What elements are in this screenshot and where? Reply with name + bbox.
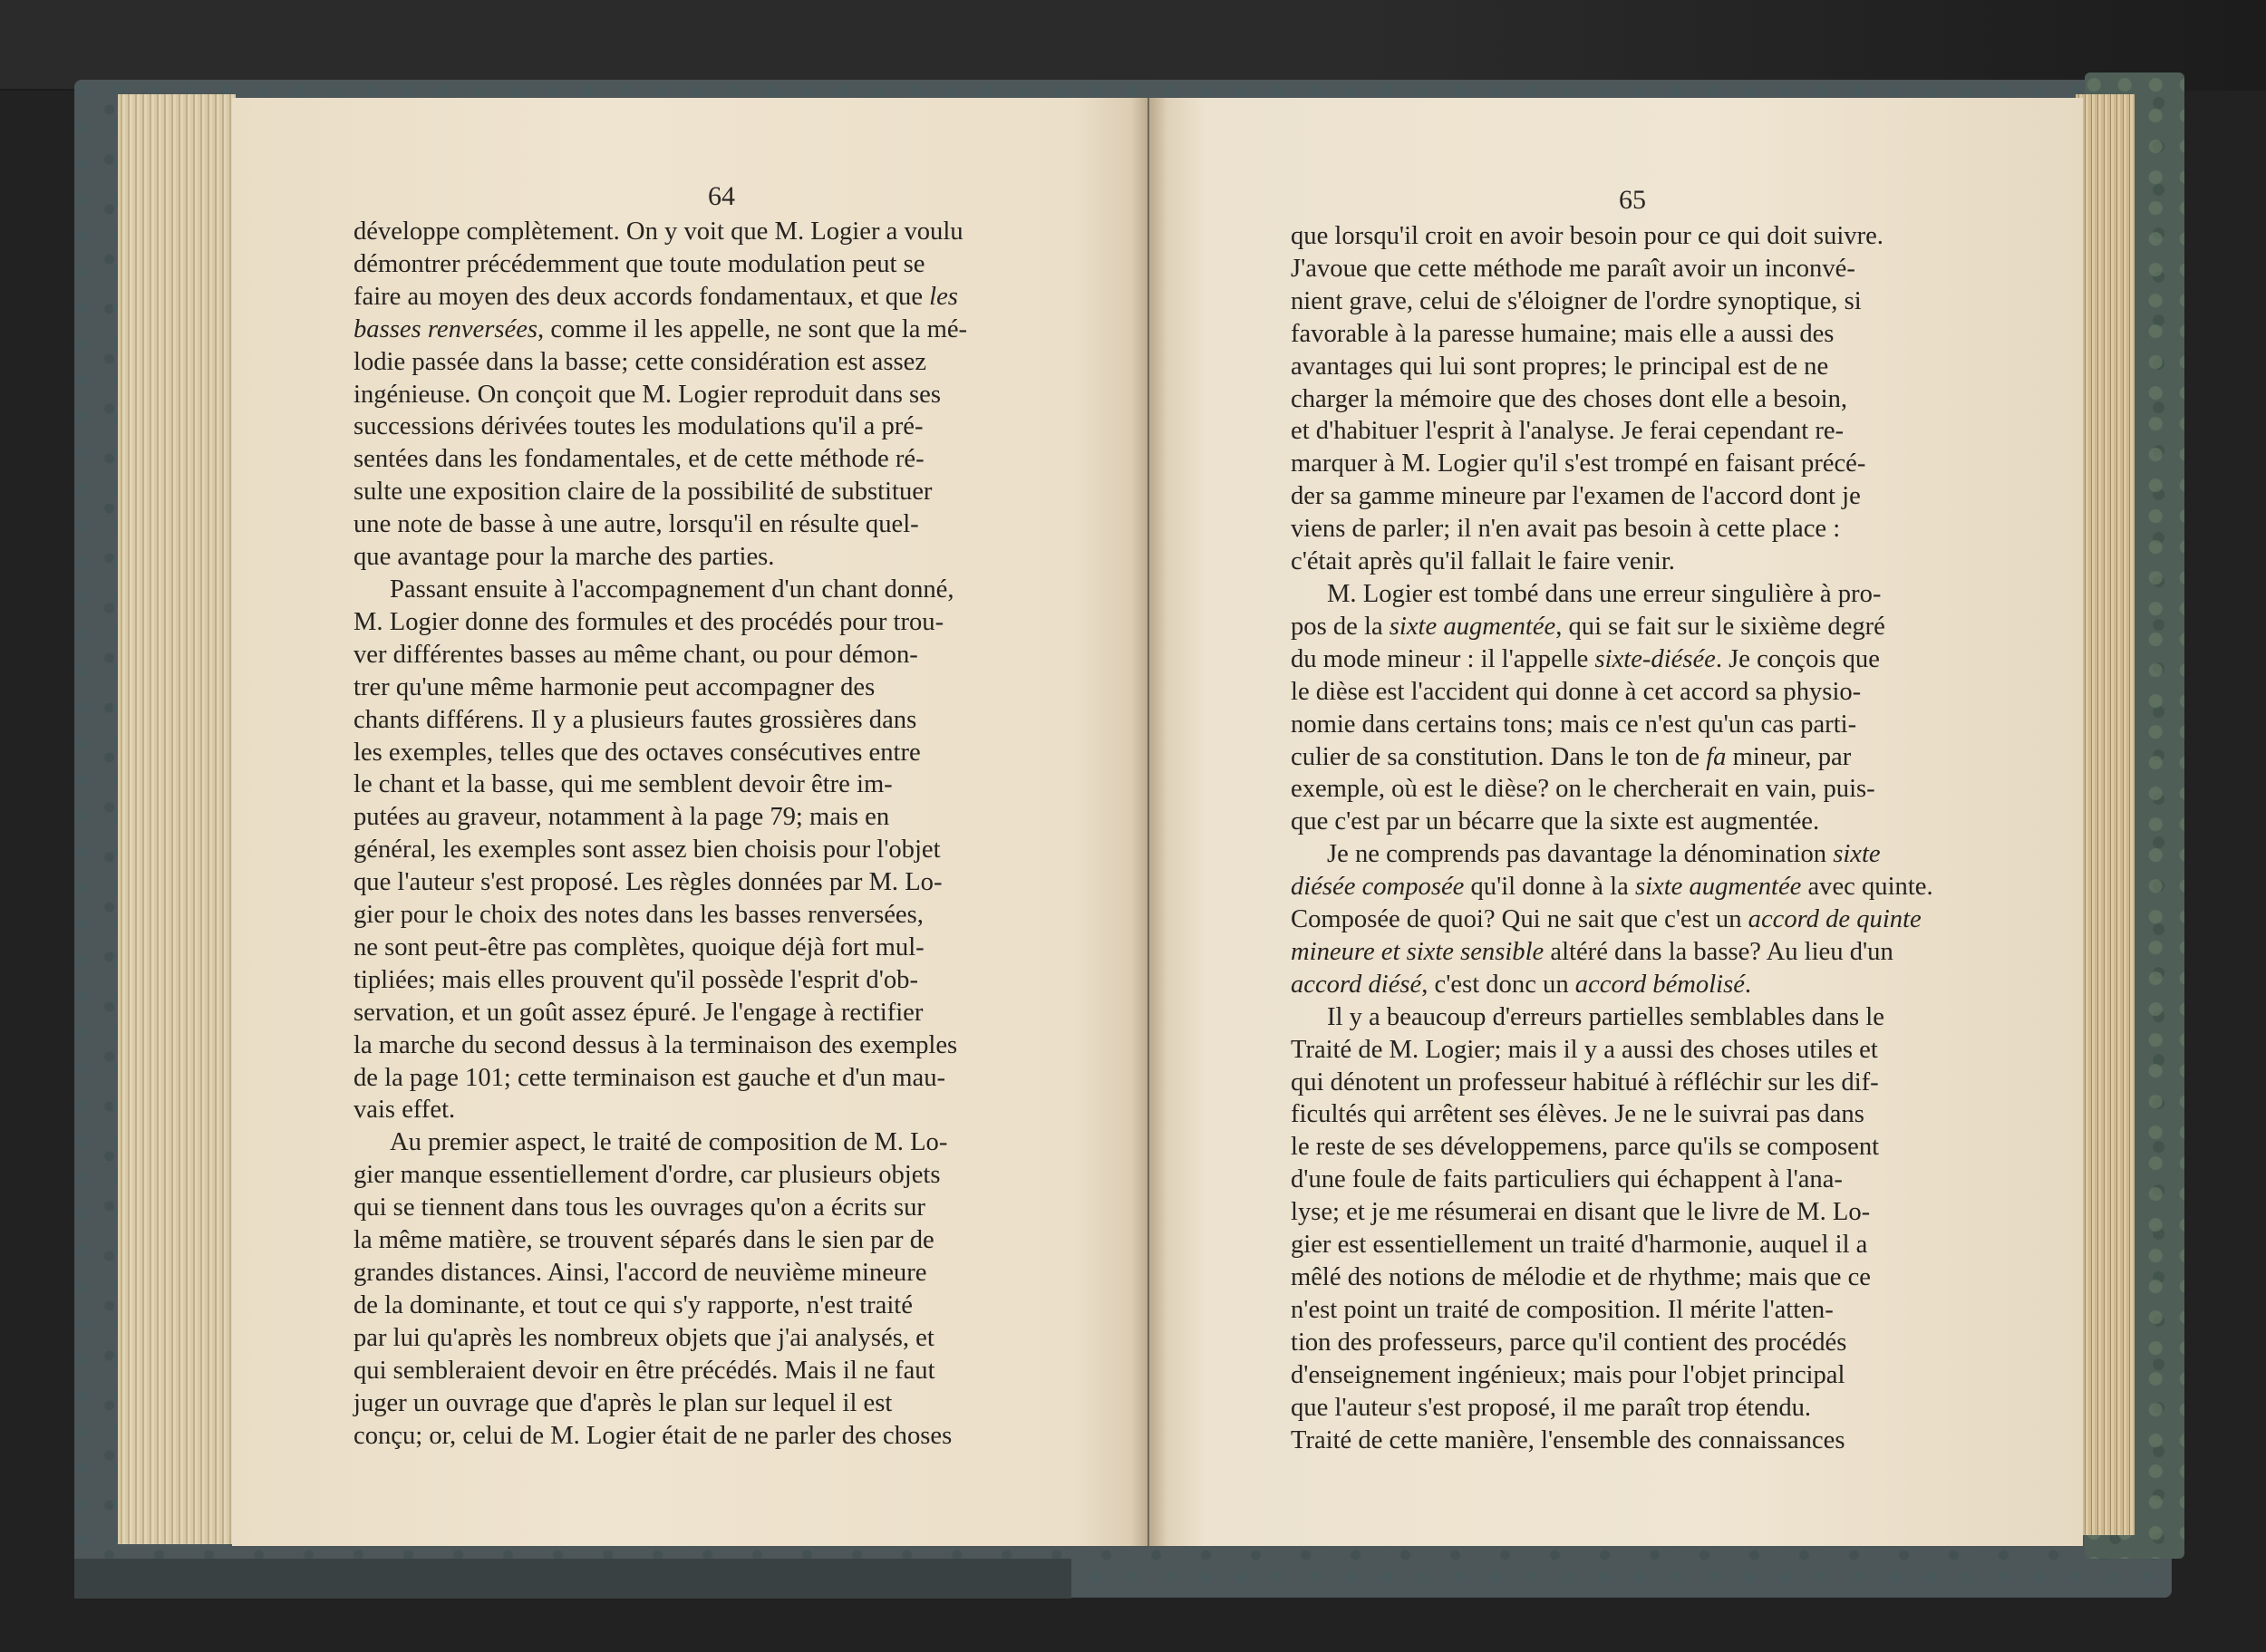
text-line: juger un ouvrage que d'après le plan sur lequel il est bbox=[353, 1388, 893, 1417]
text-line: que avantage pour la marche des parties. bbox=[353, 543, 775, 572]
text-line: ficultés qui arrêtent ses élèves. Je ne le suivrai pas dans bbox=[1291, 1100, 1864, 1129]
text-line: Traité de cette manière, l'ensemble des connaissances bbox=[1291, 1425, 1845, 1454]
text-line: mineure et sixte sensible altéré dans la basse? Au lieu d'un bbox=[1291, 937, 1893, 966]
text-line: tion des professeurs, parce qu'il contient des procédés bbox=[1291, 1328, 1847, 1357]
left-page-text bbox=[353, 216, 1024, 1452]
text-line: nient grave, celui de s'éloigner de l'ordre synoptique, si bbox=[1291, 286, 1862, 315]
text-line: pos de la sixte augmentée, qui se fait sur le sixième degré bbox=[1291, 612, 1885, 641]
right-page bbox=[1149, 98, 2083, 1546]
page-number-left: 64 bbox=[708, 181, 735, 211]
text-line: conçu; or, celui de M. Logier était de ne parler des choses bbox=[353, 1421, 953, 1450]
text-line: le dièse est l'accident qui donne à cet accord sa physio- bbox=[1291, 677, 1862, 706]
text-line: vais effet. bbox=[353, 1096, 456, 1125]
text-line: développe complètement. On y voit que M. Logier a voulu bbox=[353, 217, 964, 246]
text-line: Traité de M. Logier; mais il y a aussi des choses utiles et bbox=[1291, 1035, 1878, 1064]
text-line: Il y a beaucoup d'erreurs partielles semblables dans le bbox=[1327, 1002, 1884, 1031]
text-line: Je ne comprends pas davantage la dénomination sixte bbox=[1327, 840, 1881, 869]
text-line: la marche du second dessus à la terminaison des exemples bbox=[353, 1030, 958, 1059]
book-gutter bbox=[1131, 98, 1167, 1546]
text-line: viens de parler; il n'en avait pas besoin à cette place : bbox=[1291, 515, 1841, 544]
text-line: basses renversées, comme il les appelle, ne sont que la mé- bbox=[353, 314, 968, 343]
text-line: démontrer précédemment que toute modulation peut se bbox=[353, 249, 925, 278]
text-line: du mode mineur : il l'appelle sixte-diésée. Je conçois que bbox=[1291, 644, 1880, 673]
text-line: grandes distances. Ainsi, l'accord de neuvième mineure bbox=[353, 1259, 927, 1287]
text-line: putées au graveur, notamment à la page 79; mais en bbox=[353, 803, 890, 832]
text-line: culier de sa constitution. Dans le ton de fa mineur, par bbox=[1291, 742, 1852, 771]
text-line: gier manque essentiellement d'ordre, car plusieurs objets bbox=[353, 1161, 941, 1190]
text-line: une note de basse à une autre, lorsqu'il en résulte quel- bbox=[353, 510, 919, 539]
text-line: Passant ensuite à l'accompagnement d'un chant donné, bbox=[390, 575, 954, 604]
text-line: d'une foule de faits particuliers qui échappent à l'ana- bbox=[1291, 1165, 1843, 1194]
text-line: marquer à M. Logier qu'il s'est trompé en faisant précé- bbox=[1291, 449, 1866, 478]
left-page bbox=[232, 98, 1148, 1546]
text-line: les exemples, telles que des octaves consécutives entre bbox=[353, 738, 921, 767]
text-line: que l'auteur s'est proposé. Les règles données par M. Lo- bbox=[353, 868, 943, 897]
text-line: M. Logier est tombé dans une erreur singulière à pro- bbox=[1327, 579, 1882, 608]
text-line: c'était après qu'il fallait le faire venir. bbox=[1291, 547, 1675, 576]
text-line: Composée de quoi? Qui ne sait que c'est un accord de quinte bbox=[1291, 905, 1922, 934]
text-line: qui se tiennent dans tous les ouvrages qu'on a écrits sur bbox=[353, 1193, 925, 1222]
text-line: avantages qui lui sont propres; le principal est de ne bbox=[1291, 352, 1829, 381]
text-line: chants différens. Il y a plusieurs fautes grossières dans bbox=[353, 705, 917, 734]
text-line: que lorsqu'il croit en avoir besoin pour ce qui doit suivre. bbox=[1291, 222, 1883, 250]
text-line: qui sembleraient devoir en être précédés. Mais il ne faut bbox=[353, 1356, 935, 1385]
text-line: J'avoue que cette méthode me paraît avoir un inconvé- bbox=[1291, 254, 1855, 283]
text-line: lyse; et je me résumerai en disant que le livre de M. Lo- bbox=[1291, 1198, 1871, 1227]
text-line: der sa gamme mineure par l'examen de l'accord dont je bbox=[1291, 482, 1861, 511]
page-edges-right bbox=[2076, 94, 2135, 1535]
text-line: qui dénotent un professeur habitué à réfléchir sur les dif- bbox=[1291, 1068, 1879, 1097]
text-line: le chant et la basse, qui me semblent devoir être im- bbox=[353, 770, 893, 799]
text-line: gier pour le choix des notes dans les basses renversées, bbox=[353, 901, 924, 930]
book-cover-bottom bbox=[74, 1559, 1071, 1599]
text-line: ingénieuse. On conçoit que M. Logier reproduit dans ses bbox=[353, 380, 941, 409]
text-line: d'enseignement ingénieux; mais pour l'objet principal bbox=[1291, 1360, 1845, 1389]
text-line: la même matière, se trouvent séparés dans le sien par de bbox=[353, 1226, 934, 1255]
text-line: général, les exemples sont assez bien choisis pour l'objet bbox=[353, 836, 941, 865]
text-line: le reste de ses développemens, parce qu'ils se composent bbox=[1291, 1133, 1880, 1162]
text-line: que l'auteur s'est proposé, il me paraît trop étendu. bbox=[1291, 1393, 1812, 1422]
text-line: diésée composée qu'il donne à la sixte augmentée avec quinte. bbox=[1291, 873, 1933, 902]
text-line: trer qu'une même harmonie peut accompagner des bbox=[353, 672, 876, 701]
text-line: M. Logier donne des formules et des procédés pour trou- bbox=[353, 607, 944, 636]
text-line: exemple, où est le dièse? on le chercherait en vain, puis- bbox=[1291, 775, 1875, 804]
text-line: mêlé des notions de mélodie et de rhythme; mais que ce bbox=[1291, 1263, 1871, 1291]
text-line: accord diésé, c'est donc un accord bémolisé. bbox=[1291, 970, 1752, 999]
text-line: sentées dans les fondamentales, et de cette méthode ré- bbox=[353, 445, 925, 474]
text-line: charger la mémoire que des choses dont elle a besoin, bbox=[1291, 384, 1848, 413]
text-line: gier est essentiellement un traité d'harmonie, auquel il a bbox=[1291, 1231, 1868, 1260]
text-line: de la page 101; cette terminaison est gauche et d'un mau- bbox=[353, 1063, 946, 1092]
background-grey-panel bbox=[0, 0, 1097, 89]
text-line: favorable à la paresse humaine; mais elle a aussi des bbox=[1291, 319, 1835, 348]
text-line: et d'habituer l'esprit à l'analyse. Je ferai cependant re- bbox=[1291, 417, 1845, 446]
text-line: lodie passée dans la basse; cette considération est assez bbox=[353, 347, 927, 376]
text-line: par lui qu'après les nombreux objets que j'ai analysés, et bbox=[353, 1323, 934, 1352]
page-edges-left bbox=[118, 94, 236, 1544]
text-line: Au premier aspect, le traité de composition de M. Lo- bbox=[390, 1128, 948, 1157]
right-page-text bbox=[1291, 220, 1980, 1456]
text-line: servation, et un goût assez épuré. Je l'engage à rectifier bbox=[353, 998, 924, 1027]
text-line: de la dominante, et tout ce qui s'y rapporte, n'est traité bbox=[353, 1290, 913, 1319]
text-line: faire au moyen des deux accords fondamentaux, et que les bbox=[353, 282, 958, 311]
text-line: que c'est par un bécarre que la sixte est augmentée. bbox=[1291, 807, 1820, 836]
text-line: sulte une exposition claire de la possibilité de substituer bbox=[353, 478, 933, 507]
text-line: n'est point un traité de composition. Il mérite l'atten- bbox=[1291, 1295, 1834, 1324]
text-line: ne sont peut-être pas complètes, quoique déjà fort mul- bbox=[353, 932, 925, 961]
text-line: nomie dans certains tons; mais ce n'est qu'un cas parti- bbox=[1291, 710, 1857, 739]
text-line: ver différentes basses au même chant, ou pour démon- bbox=[353, 640, 918, 669]
text-line: successions dérivées toutes les modulations qu'il a pré- bbox=[353, 412, 924, 441]
text-line: tipliées; mais elles prouvent qu'il possède l'esprit d'ob- bbox=[353, 965, 918, 994]
page-number-right: 65 bbox=[1619, 185, 1646, 215]
